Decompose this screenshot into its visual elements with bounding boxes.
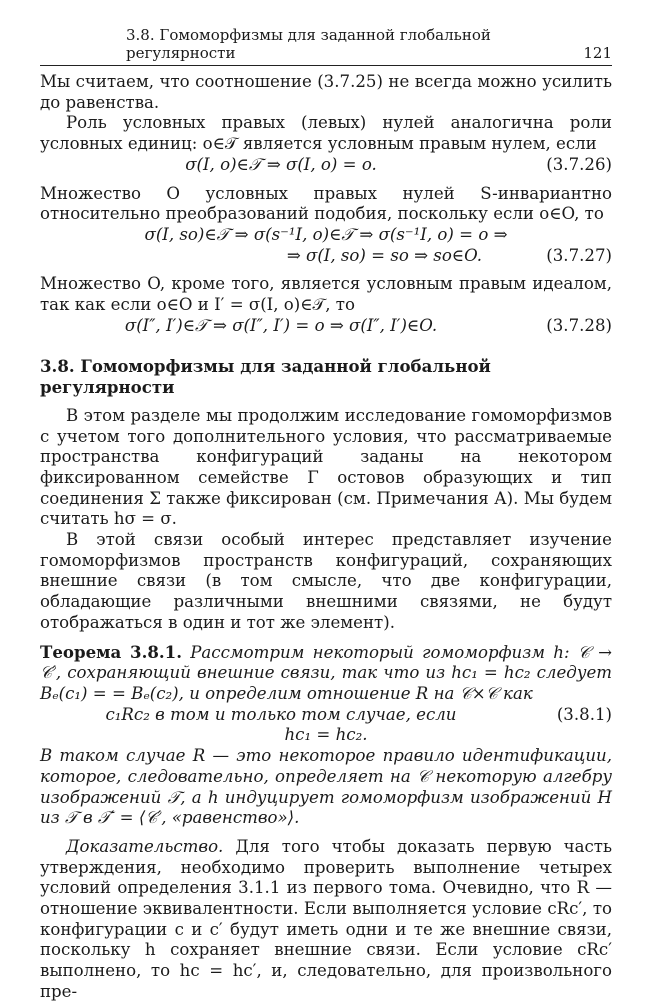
- proof-label: Доказательство.: [66, 836, 224, 856]
- equation-number: (3.8.1): [556, 704, 612, 724]
- equation-number: (3.7.27): [546, 245, 612, 265]
- paragraph: Множество O, кроме того, является условным правым идеалом, так как если o∈O и I′ = σ(I, o)∈𝒯, то: [40, 274, 612, 315]
- equation-number: (3.7.28): [546, 315, 612, 335]
- section-heading: 3.8. Гомоморфизмы для заданной глобальной регулярности: [40, 356, 491, 398]
- equation-formula: ⇒ σ(I, so) = so ⇒ so∈O.: [286, 245, 482, 265]
- theorem-label: Теорема 3.8.1.: [40, 641, 182, 662]
- equation-3-7-27: [40, 246, 612, 267]
- equation-formula: c₁Rc₂ в том и только том случае, если: [105, 704, 457, 724]
- equation-3-7-28: [40, 316, 612, 337]
- proof: [40, 837, 612, 1003]
- theorem: [40, 642, 612, 705]
- paragraph: Множество O условных правых нулей S-инвариантно относительно преобразований подобия, поскольку если o∈O, то: [40, 183, 612, 224]
- equation-3-8-1-line2: hc₁ = hc₂.: [284, 725, 368, 745]
- running-title: 3.8. Гомоморфизмы для заданной глобальной регулярности: [126, 26, 491, 62]
- equation-formula: σ(I, o)∈𝒯 ⇒ σ(I, o) = o.: [185, 154, 377, 174]
- running-header: [40, 26, 612, 66]
- equation-number: (3.7.26): [546, 154, 612, 174]
- paragraph: Мы считаем, что соотношение (3.7.25) не всегда можно усилить до равенства.: [40, 72, 612, 112]
- paragraph: В этом разделе мы продолжим исследование гомоморфизмов с учетом того дополнительного условия, что рассматриваемые пространства конфигураций заданы на некотором фиксированном семействе Γ остовов образующих и тип соединения Σ также фиксирован (см. Примечания А). Мы будем считать hσ = σ.: [40, 405, 612, 529]
- proof-text: Для того чтобы доказать первую часть утверждения, необходимо проверить выполнение четырех условий определения 3.1.1 из первого тома. Очевидно, что R — отношение эквивалентности. Если выполняется условие cRc′, то конфигурации c и c′ будут иметь одни и те же внешние связи, поскольку h сохраняет внешние связи. Если условие cRc′ выполнено, то hc = hc′, и, следовательно, для произвольного пре-: [40, 836, 612, 1001]
- paragraph: Роль условных правых (левых) нулей аналогична роли условных единиц: o∈𝒯 является условным правым нулем, если: [40, 113, 612, 154]
- equation-3-7-26: [40, 155, 612, 176]
- theorem-text: Рассмотрим некоторый гомоморфизм h: 𝒞 → 𝒞′, сохраняющий внешние связи, так что из hc₁ = hc₂ следует Bₑ(c₁) = = Bₑ(c₂), и определим отношение R на 𝒞×𝒞 как: [40, 642, 613, 703]
- equation-formula: σ(I″, I′)∈𝒯 ⇒ σ(I″, I′) = o ⇒ σ(I″, I′)∈O.: [124, 315, 438, 335]
- theorem-conclusion: В таком случае R — это некоторое правило идентификации, которое, следовательно, определяет на 𝒞 некоторую алгебру изображений 𝒯, а h индуцирует гомоморфизм изображений H из 𝒯 в 𝒯′ = ⟨𝒞′, «равенство»⟩.: [40, 746, 612, 828]
- equation-3-7-27-line1: σ(I, so)∈𝒯 ⇒ σ(s⁻¹I, o)∈𝒯 ⇒ σ(s⁻¹I, o) = o ⇒: [144, 224, 508, 244]
- equation-3-8-1: [40, 705, 612, 726]
- page-number: 121: [583, 44, 612, 62]
- paragraph: В этой связи особый интерес представляет изучение гомоморфизмов пространств конфигураций, сохраняющих внешние связи (в том смысле, что две конфигурации, обладающие различными внешними связями, не будут отображаться в один и тот же элемент).: [40, 530, 612, 632]
- page-body: [40, 72, 612, 1003]
